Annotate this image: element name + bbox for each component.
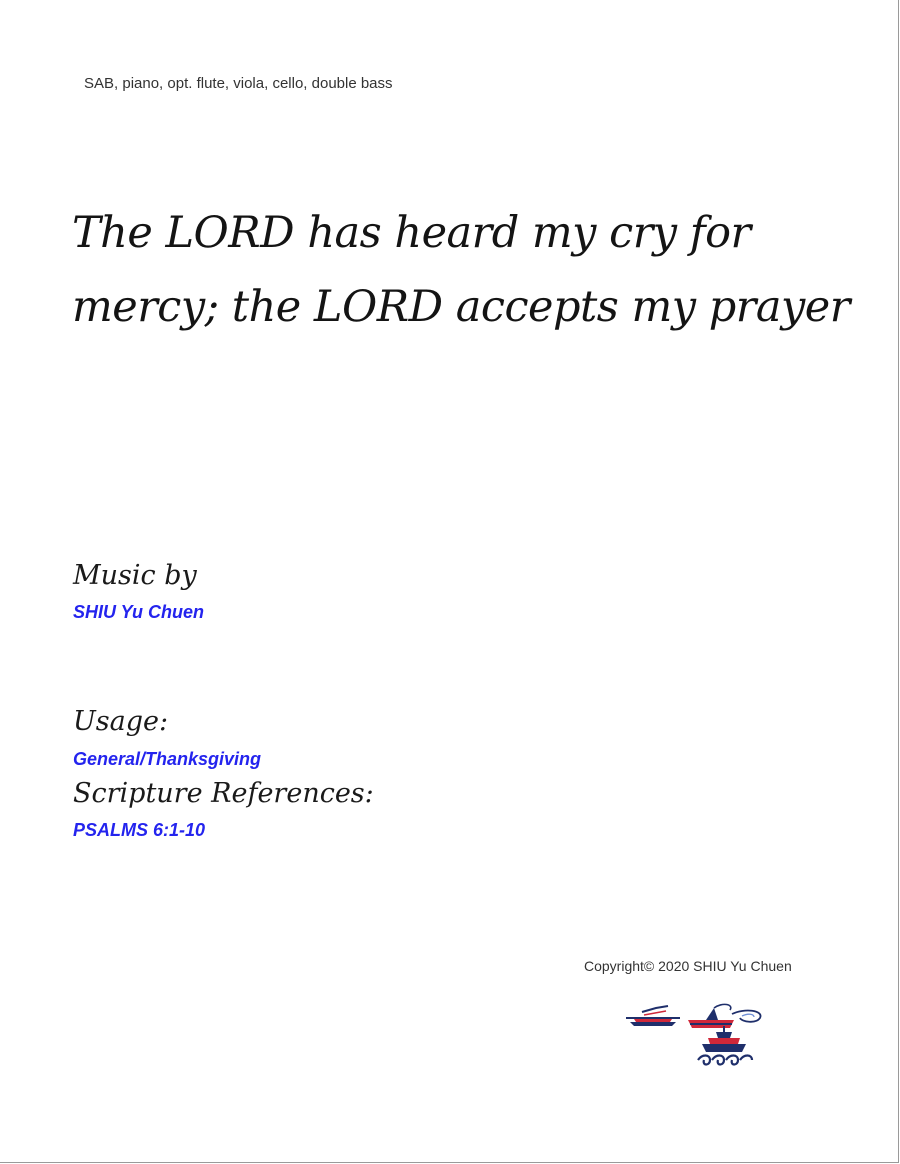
page-title (72, 196, 862, 344)
right-ship-icon (688, 1004, 761, 1028)
usage-link[interactable]: General/Thanksgiving (73, 749, 262, 769)
title-line-1: The LORD has heard my cry for (72, 208, 751, 258)
ship-waves-logo-icon (622, 1000, 772, 1076)
instrumentation-text: SAB, piano, opt. flute, viola, cello, double bass (84, 75, 393, 92)
usage-label: Usage: (73, 706, 169, 737)
bottom-ship-waves-icon (698, 1026, 752, 1065)
scripture-link[interactable]: PSALMS 6:1-10 (73, 820, 206, 840)
left-ship-icon (626, 1006, 680, 1026)
copyright-text: Copyright© 2020 SHIU Yu Chuen (584, 958, 792, 974)
music-by-label: Music by (73, 560, 197, 591)
title-line-2: mercy; the LORD accepts my prayer (72, 282, 850, 332)
composer-link[interactable]: SHIU Yu Chuen (73, 602, 205, 622)
scripture-references-label: Scripture References: (73, 778, 374, 809)
